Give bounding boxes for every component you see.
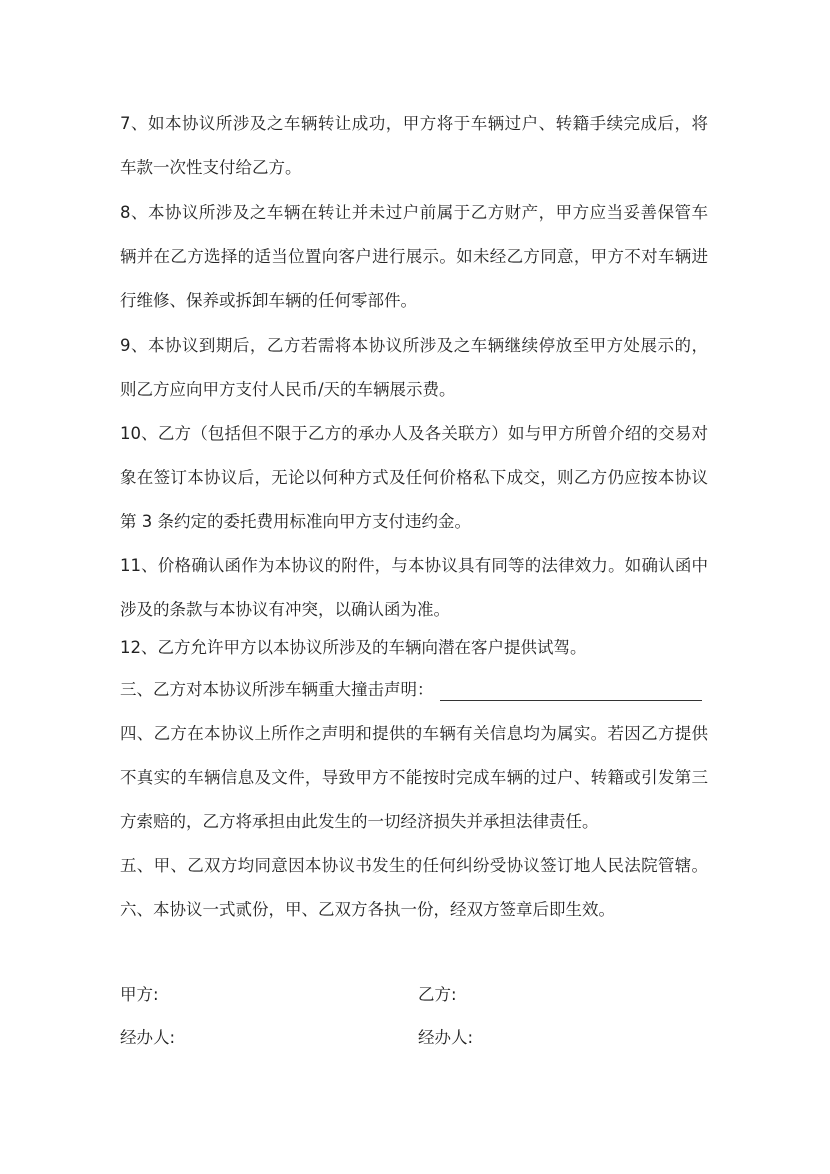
clause-11-line-2: 涉及的条款与本协议有冲突，以确认函为准。	[120, 600, 450, 619]
section-4-line-1: 四、乙方在本协议上所作之声明和提供的车辆有关信息均为属实。若因乙方提供	[120, 724, 708, 743]
clause-7-line-1: 7、如本协议所涉及之车辆转让成功，甲方将于车辆过户、转籍手续完成后，将	[120, 114, 708, 133]
agent-a-label: 经办人:	[120, 1028, 176, 1047]
party-b-label: 乙方:	[418, 985, 457, 1004]
section-3	[120, 679, 708, 701]
clause-8-line-2: 辆并在乙方选择的适当位置向客户进行展示。如未经乙方同意，甲方不对车辆进	[120, 247, 708, 266]
clause-10-line-2: 象在签订本协议后，无论以何种方式及任何价格私下成交，则乙方仍应按本协议	[120, 468, 708, 487]
clause-10-line-1: 10、乙方（包括但不限于乙方的承办人及各关联方）如与甲方所曾介绍的交易对	[120, 424, 708, 443]
agent-b-label: 经办人:	[418, 1028, 474, 1047]
clause-12-line-1: 12、乙方允许甲方以本协议所涉及的车辆向潜在客户提供试驾。	[120, 638, 587, 657]
clause-8-line-1: 8、本协议所涉及之车辆在转让并未过户前属于乙方财产，甲方应当妥善保管车	[120, 203, 708, 222]
clause-8-line-3: 行维修、保养或拆卸车辆的任何零部件。	[120, 291, 417, 310]
clause-9-line-1: 9、本协议到期后，乙方若需将本协议所涉及之车辆继续停放至甲方处展示的，	[120, 336, 708, 355]
clause-10-line-3: 第 3 条约定的委托费用标准向甲方支付违约金。	[120, 512, 471, 531]
clause-7-line-2: 车款一次性支付给乙方。	[120, 158, 302, 177]
party-a-label: 甲方:	[120, 985, 159, 1004]
clause-11-line-1: 11、价格确认函作为本协议的附件，与本协议具有同等的法律效力。如确认函中	[120, 556, 708, 575]
section-4-line-2: 不真实的车辆信息及文件，导致甲方不能按时完成车辆的过户、转籍或引发第三	[120, 768, 708, 787]
collision-statement-blank	[440, 684, 702, 701]
section-5: 五、甲、乙双方均同意因本协议书发生的任何纠纷受协议签订地人民法院管辖。	[120, 856, 708, 875]
section-6: 六、本协议一式贰份，甲、乙双方各执一份，经双方签章后即生效。	[120, 900, 615, 919]
clause-9-line-2: 则乙方应向甲方支付人民币/天的车辆展示费。	[120, 380, 456, 399]
section-4-line-3: 方索赔的，乙方将承担由此发生的一切经济损失并承担法律责任。	[120, 812, 599, 831]
section-3-text: 三、乙方对本协议所涉车辆重大撞击声明：	[120, 680, 434, 699]
